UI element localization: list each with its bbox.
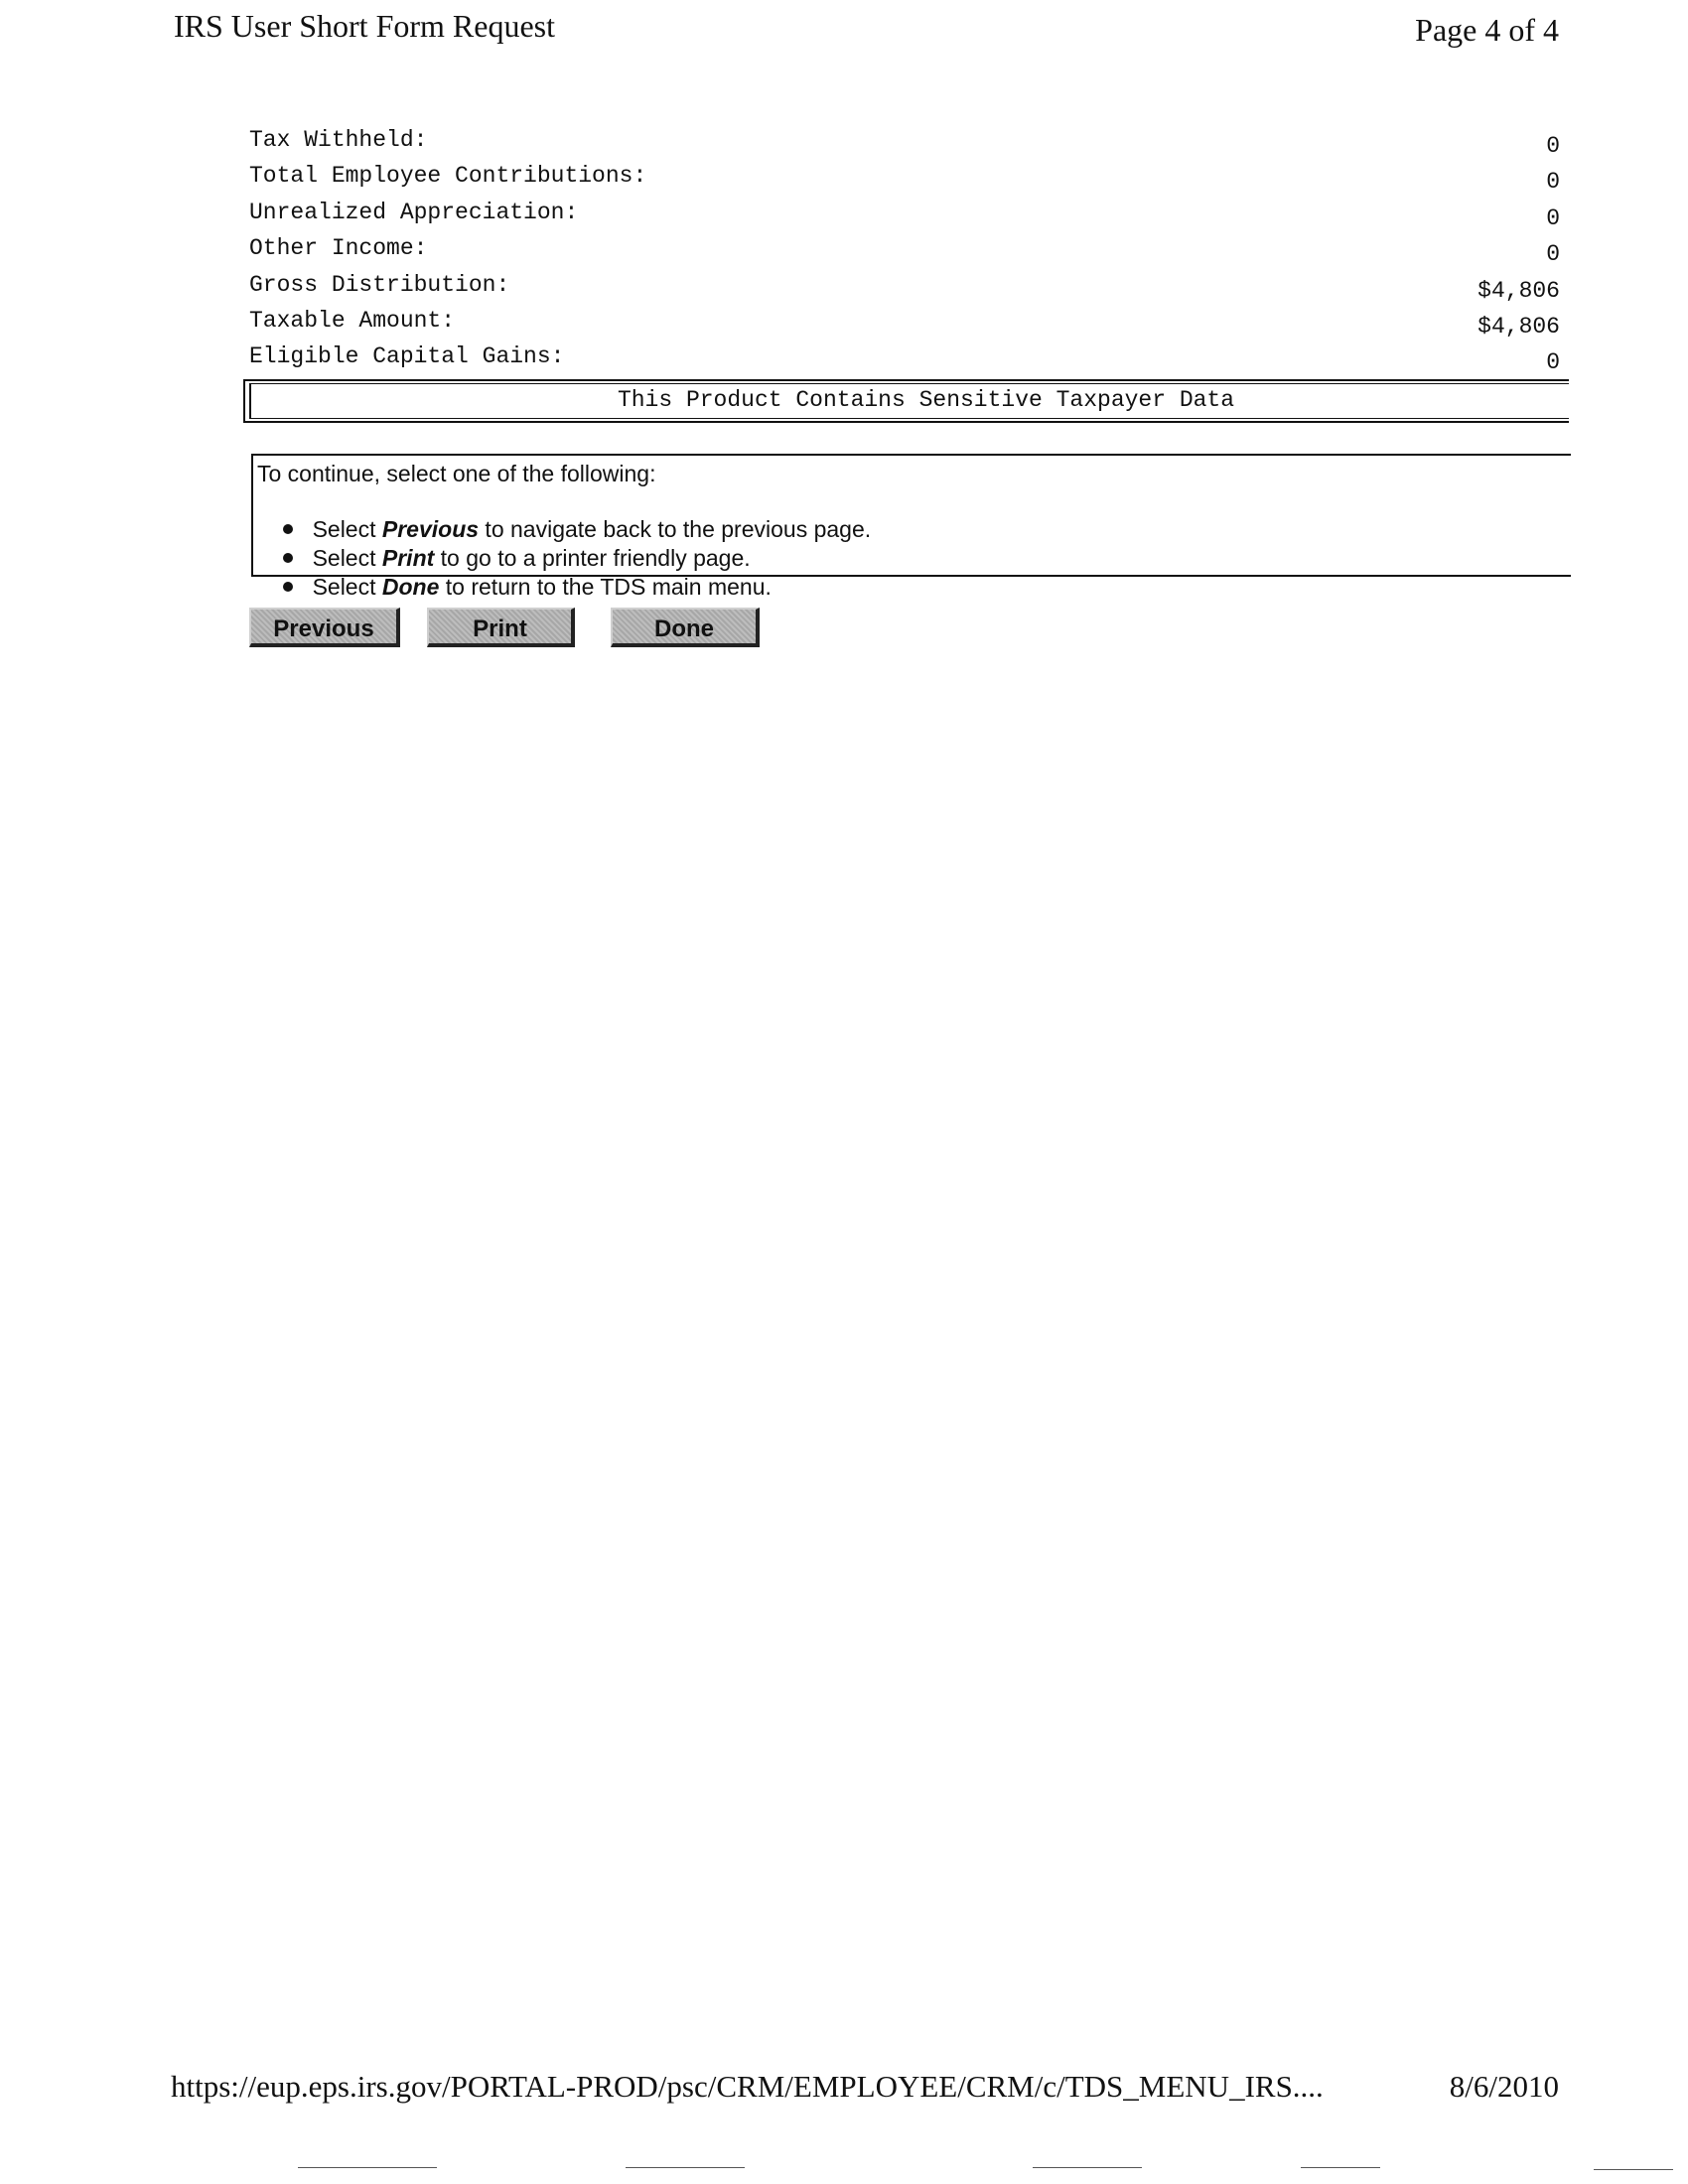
instructions-lead: To continue, select one of the following:: [257, 461, 656, 486]
done-button[interactable]: Done: [611, 608, 760, 647]
field-value: $4,806: [1477, 313, 1560, 340]
field-value: 0: [1546, 205, 1560, 231]
field-label: Total Employee Contributions:: [249, 163, 647, 190]
previous-button[interactable]: Previous: [249, 608, 400, 647]
scan-artifact-line: [1301, 2167, 1380, 2168]
print-footer-date: 8/6/2010: [1449, 2069, 1559, 2104]
instruction-suffix: to return to the TDS main menu.: [439, 574, 772, 600]
instruction-action: Done: [381, 574, 440, 600]
field-row-other-income: [249, 233, 1560, 269]
field-row-eligible-capital-gains: [249, 341, 1560, 377]
field-row-unrealized-appreciation: [249, 198, 1560, 233]
field-value: $4,806: [1477, 277, 1560, 304]
instruction-prefix: Select: [312, 545, 382, 571]
banner-text: This Product Contains Sensitive Taxpayer Data: [617, 387, 1235, 413]
field-label: Eligible Capital Gains:: [249, 343, 565, 370]
tax-fields-list: [249, 125, 1560, 378]
sensitive-data-banner: [243, 379, 1569, 423]
instruction-prefix: Select: [312, 574, 382, 600]
field-value: 0: [1546, 169, 1560, 196]
print-header-title: IRS User Short Form Request: [174, 8, 555, 44]
field-value: 0: [1546, 133, 1560, 159]
bullet-icon: [283, 582, 293, 592]
instruction-action: Previous: [381, 516, 480, 542]
scan-artifact-line: [1594, 2169, 1673, 2170]
field-label: Taxable Amount:: [249, 307, 456, 334]
field-label: Tax Withheld:: [249, 127, 428, 153]
field-label: Unrealized Appreciation:: [249, 199, 579, 225]
scan-artifact-line: [1033, 2167, 1142, 2168]
instructions-box: [251, 454, 1571, 600]
field-label: Other Income:: [249, 235, 428, 262]
scan-artifact-line: [626, 2167, 745, 2168]
field-label: Gross Distribution:: [249, 271, 510, 298]
field-row-gross-distribution: [249, 270, 1560, 306]
instruction-prefix: Select: [312, 516, 382, 542]
instruction-suffix: to go to a printer friendly page.: [434, 545, 751, 571]
print-footer-url: https://eup.eps.irs.gov/PORTAL-PROD/psc/CRM/EMPLOYEE/CRM/c/TDS_MENU_IRS....: [171, 2069, 1324, 2104]
field-value: 0: [1546, 241, 1560, 268]
instruction-suffix: to navigate back to the previous page.: [479, 516, 872, 542]
field-row-taxable-amount: [249, 306, 1560, 341]
field-row-total-employee-contributions: [249, 161, 1560, 197]
field-value: 0: [1546, 349, 1560, 376]
instruction-action: Print: [381, 545, 435, 571]
print-header-page-number: Page 4 of 4: [1415, 12, 1559, 48]
field-row-tax-withheld: [249, 125, 1560, 161]
print-button[interactable]: Print: [427, 608, 575, 647]
scan-artifact-line: [298, 2167, 437, 2168]
